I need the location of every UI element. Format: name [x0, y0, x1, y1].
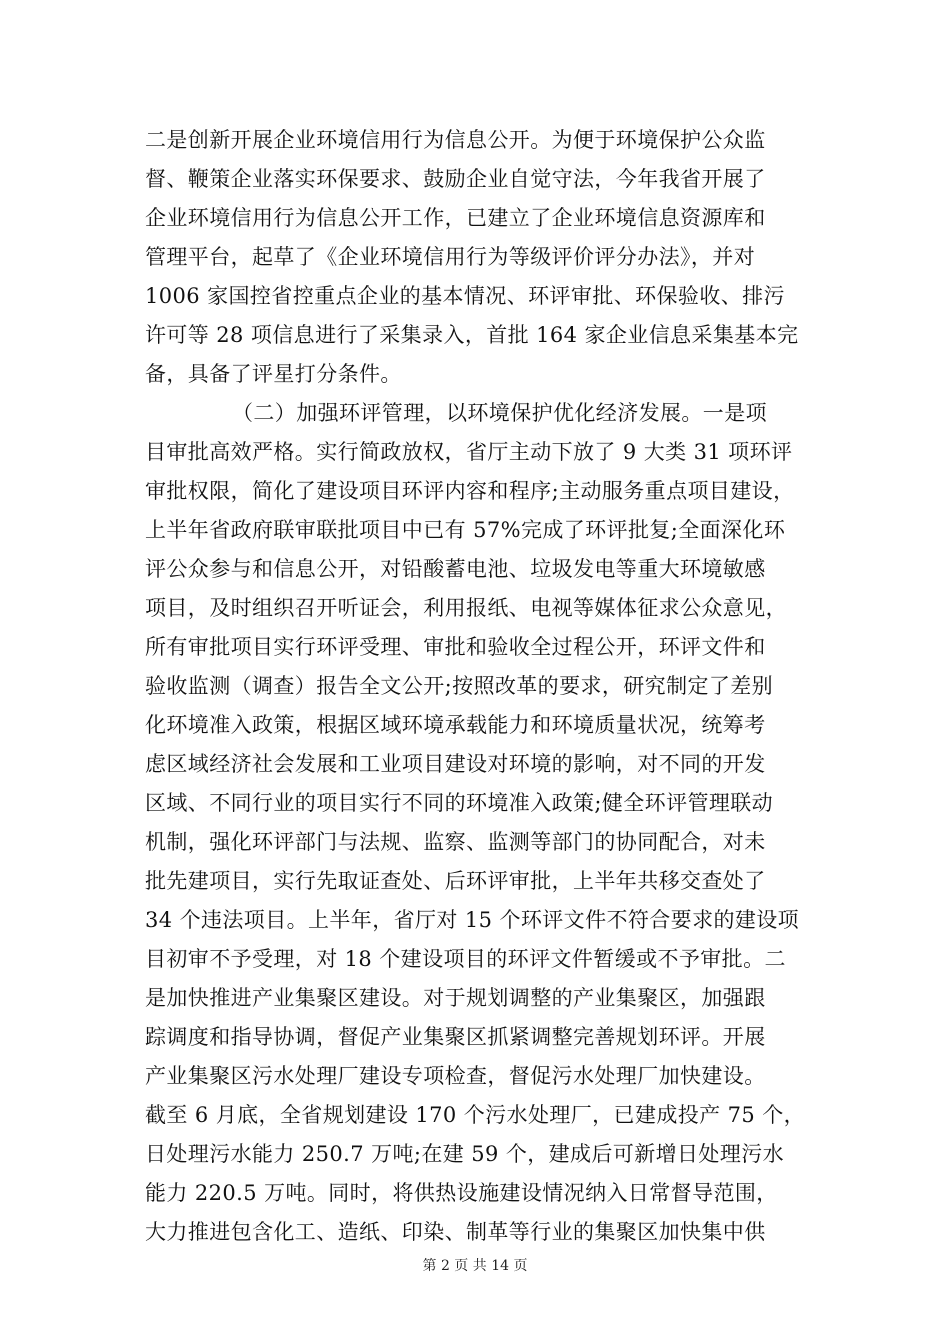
text-line: 批先建项目，实行先取证查处、后环评审批，上半年共移交查处了: [145, 869, 766, 893]
text-line: 评公众参与和信息公开，对铅酸蓄电池、垃圾发电等重大环境敏感: [145, 557, 766, 581]
text-line: 验收监测（调查）报告全文公开;按照改革的要求，研究制定了差别: [145, 674, 774, 698]
text-line: 化环境准入政策，根据区域环境承载能力和环境质量状况，统筹考: [145, 713, 766, 737]
text-line: 督、鞭策企业落实环保要求、鼓励企业自觉守法，今年我省开展了: [145, 167, 766, 191]
page-number-footer: 第 2 页 共 14 页: [422, 1258, 528, 1274]
text-line: 能力 220.5 万吨。同时，将供热设施建设情况纳入日常督导范围，: [145, 1181, 778, 1205]
text-line: 踪调度和指导协调，督促产业集聚区抓紧调整完善规划环评。开展: [145, 1025, 766, 1049]
text-line: 1006 家国控省控重点企业的基本情况、环评审批、环保验收、排污: [145, 284, 785, 308]
text-line: 许可等 28 项信息进行了采集录入，首批 164 家企业信息采集基本完: [145, 323, 799, 347]
text-line: 项目，及时组织召开听证会，利用报纸、电视等媒体征求公众意见，: [145, 596, 787, 620]
text-line: 所有审批项目实行环评受理、审批和验收全过程公开，环评文件和: [145, 635, 766, 659]
text-line: 机制，强化环评部门与法规、监察、监测等部门的协同配合，对未: [145, 830, 766, 854]
text-line: 截至 6 月底，全省规划建设 170 个污水处理厂，已建成投产 75 个，: [145, 1103, 806, 1127]
text-line: 虑区域经济社会发展和工业项目建设对环境的影响，对不同的开发: [145, 752, 766, 776]
text-line: 区域、不同行业的项目实行不同的环境准入政策;健全环评管理联动: [145, 791, 774, 815]
text-line: 日处理污水能力 250.7 万吨;在建 59 个，建成后可新增日处理污水: [145, 1142, 785, 1166]
text-line: 管理平台，起草了《企业环境信用行为等级评价评分办法》，并对: [145, 245, 756, 269]
text-line: 是加快推进产业集聚区建设。对于规划调整的产业集聚区，加强跟: [145, 986, 766, 1010]
text-line: 34 个违法项目。上半年，省厅对 15 个环评文件不符合要求的建设项: [145, 908, 800, 932]
section-heading-line: （二）加强环评管理，以环境保护优化经济发展。一是项: [232, 401, 767, 425]
text-line: 产业集聚区污水处理厂建设专项检查，督促污水处理厂加快建设。: [145, 1064, 766, 1088]
text-line: 二是创新开展企业环境信用行为信息公开。为便于环境保护公众监: [145, 128, 766, 152]
text-line: 上半年省政府联审联批项目中已有 57%完成了环评批复;全面深化环: [145, 518, 786, 542]
text-line: 备，具备了评星打分条件。: [145, 362, 402, 386]
text-line: 企业环境信用行为信息公开工作，已建立了企业环境信息资源库和: [145, 206, 766, 230]
text-line: 目审批高效严格。实行简政放权，省厅主动下放了 9 大类 31 项环评: [145, 440, 793, 464]
text-line: 审批权限，简化了建设项目环评内容和程序;主动服务重点项目建设，: [145, 479, 795, 503]
text-line: 大力推进包含化工、造纸、印染、制革等行业的集聚区加快集中供: [145, 1220, 766, 1244]
text-line: 目初审不予受理，对 18 个建设项目的环评文件暂缓或不予审批。二: [145, 947, 786, 971]
